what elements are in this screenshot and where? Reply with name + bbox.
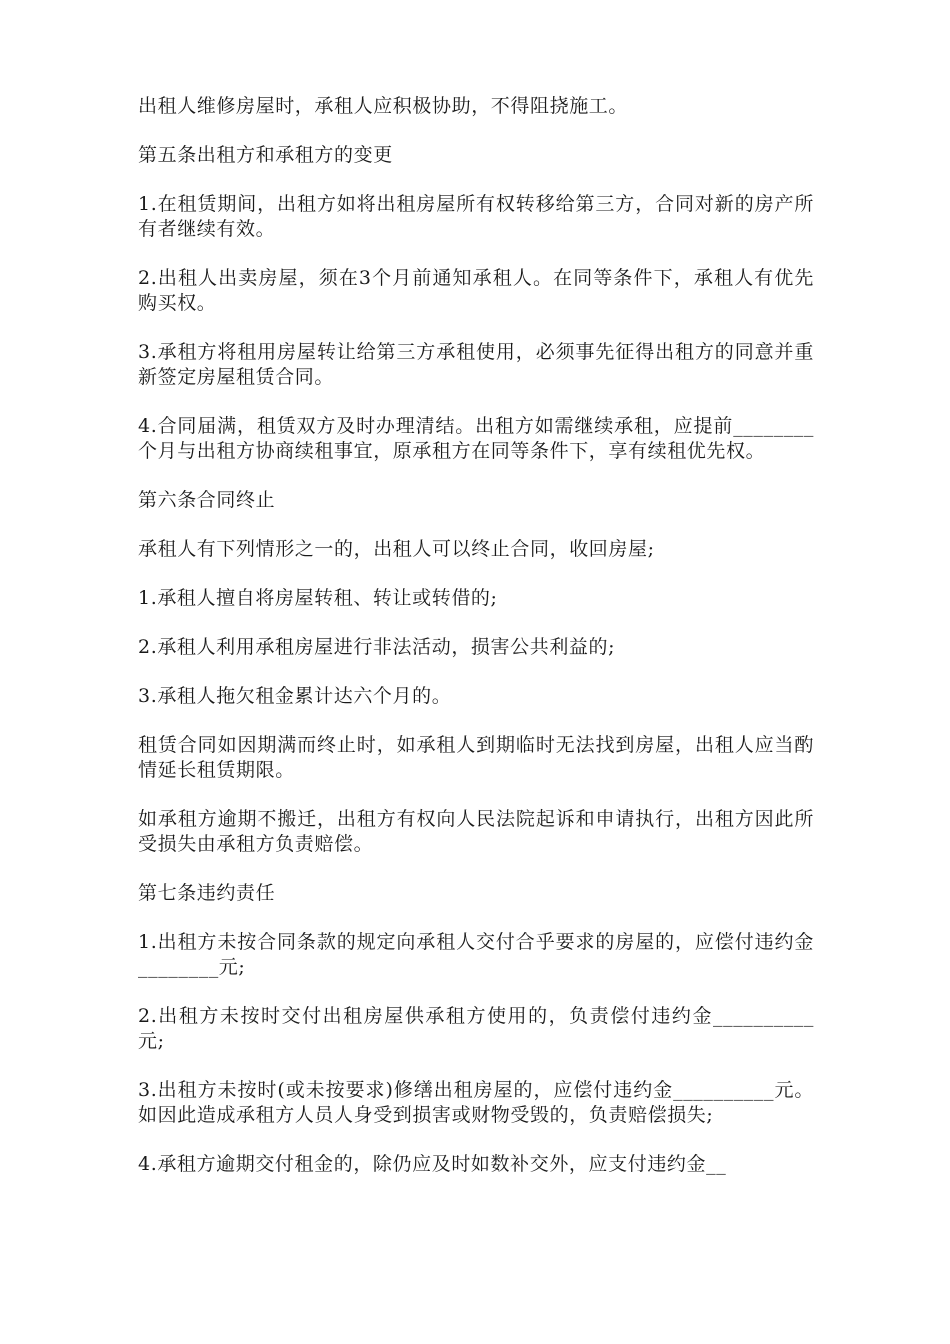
document-page xyxy=(138,94,814,1201)
article-7-clause-1: 1.出租方未按合同条款的规定向承租人交付合乎要求的房屋的，应偿付违约金________元; xyxy=(138,931,814,978)
article-7-clause-3: 3.出租方未按时(或未按要求)修缮出租房屋的，应偿付违约金__________元。如因此造成承租方人员人身受到损害或财物受毁的，负责赔偿损失; xyxy=(138,1079,814,1126)
article-5-clause-3: 3.承租方将租用房屋转让给第三方承租使用，必须事先征得出租方的同意并重新签定房屋租赁合同。 xyxy=(138,341,814,388)
article-6-intro: 承租人有下列情形之一的，出租人可以终止合同，收回房屋; xyxy=(138,538,655,560)
article-7-clause-4: 4.承租方逾期交付租金的，除仍应及时如数补交外，应支付违约金__ xyxy=(138,1153,727,1175)
article-6-clause-3: 3.承租人拖欠租金累计达六个月的。 xyxy=(138,685,452,707)
article-6-eviction-paragraph: 如承租方逾期不搬迁，出租方有权向人民法院起诉和申请执行，出租方因此所受损失由承租方负责赔偿。 xyxy=(138,808,814,855)
article-5-clause-1: 1.在租赁期间，出租方如将出租房屋所有权转移给第三方，合同对新的房产所有者继续有效。 xyxy=(138,193,814,240)
article-5-heading: 第五条出租方和承租方的变更 xyxy=(138,144,393,166)
article-6-expiry-paragraph: 租赁合同如因期满而终止时，如承租人到期临时无法找到房屋，出租人应当酌情延长租赁期限。 xyxy=(138,734,814,781)
article-5-clause-2: 2.出租人出卖房屋，须在3个月前通知承租人。在同等条件下，承租人有优先购买权。 xyxy=(138,267,814,314)
article-6-clause-2: 2.承租人利用承租房屋进行非法活动，损害公共利益的; xyxy=(138,636,616,658)
article-5-clause-4: 4.合同届满，租赁双方及时办理清结。出租方如需继续承租，应提前________个月与出租方协商续租事宜，原承租方在同等条件下，享有续租优先权。 xyxy=(138,415,814,462)
paragraph-repair-cooperation: 出租人维修房屋时，承租人应积极协助，不得阻挠施工。 xyxy=(138,95,629,117)
article-6-heading: 第六条合同终止 xyxy=(138,489,276,511)
article-7-heading: 第七条违约责任 xyxy=(138,882,276,904)
article-6-clause-1: 1.承租人擅自将房屋转租、转让或转借的; xyxy=(138,587,498,609)
article-7-clause-2: 2.出租方未按时交付出租房屋供承租方使用的，负责偿付违约金__________元; xyxy=(138,1005,814,1052)
